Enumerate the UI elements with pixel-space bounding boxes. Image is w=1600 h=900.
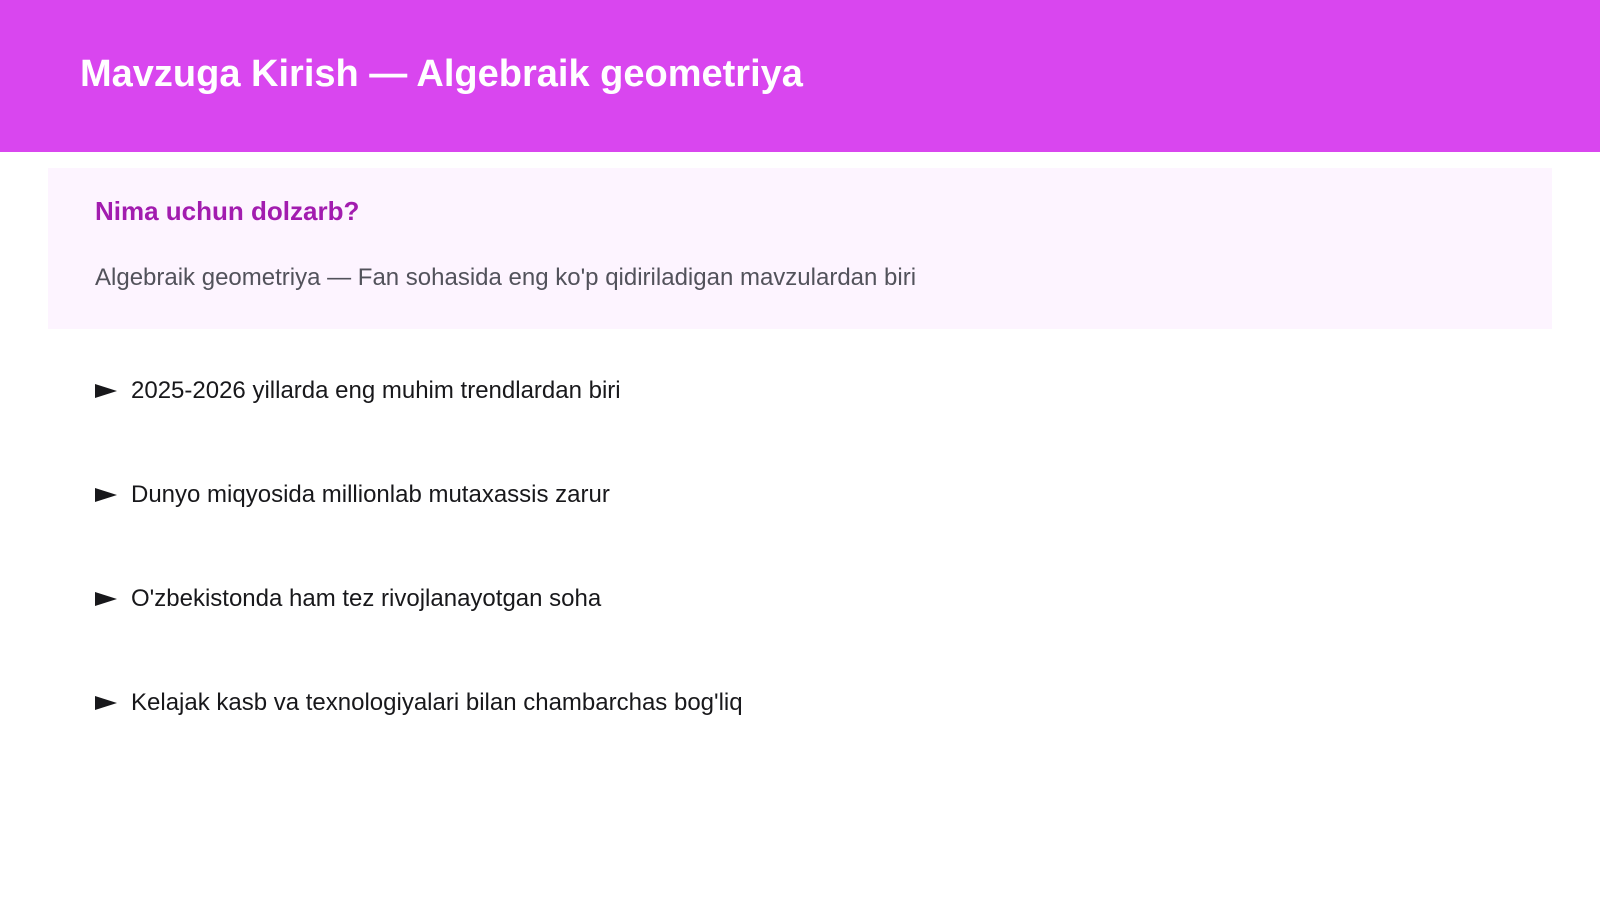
callout-text: Algebraik geometriya — Fan sohasida eng ko'p qidiriladigan mavzulardan biri bbox=[95, 264, 917, 291]
bullet-text: Dunyo miqyosida millionlab mutaxassis zarur bbox=[131, 481, 610, 508]
bullet-item bbox=[95, 578, 743, 620]
bullet-text: 2025-2026 yillarda eng muhim trendlardan biri bbox=[131, 377, 621, 404]
bullet-item bbox=[95, 370, 743, 412]
triangle-arrow-icon bbox=[95, 696, 117, 710]
bullet-item bbox=[95, 474, 743, 516]
callout-heading: Nima uchun dolzarb? bbox=[95, 196, 360, 226]
bullet-text: Kelajak kasb va texnologiyalari bilan chambarchas bog'liq bbox=[131, 689, 743, 716]
triangle-arrow-icon bbox=[95, 384, 117, 398]
slide-title: Mavzuga Kirish — Algebraik geometriya bbox=[80, 53, 803, 95]
triangle-arrow-icon bbox=[95, 488, 117, 502]
triangle-arrow-icon bbox=[95, 592, 117, 606]
header-bar bbox=[0, 0, 1600, 152]
bullet-text: O'zbekistonda ham tez rivojlanayotgan soha bbox=[131, 585, 602, 612]
bullet-list bbox=[95, 370, 743, 786]
callout-box bbox=[48, 168, 1552, 329]
bullet-item bbox=[95, 682, 743, 724]
